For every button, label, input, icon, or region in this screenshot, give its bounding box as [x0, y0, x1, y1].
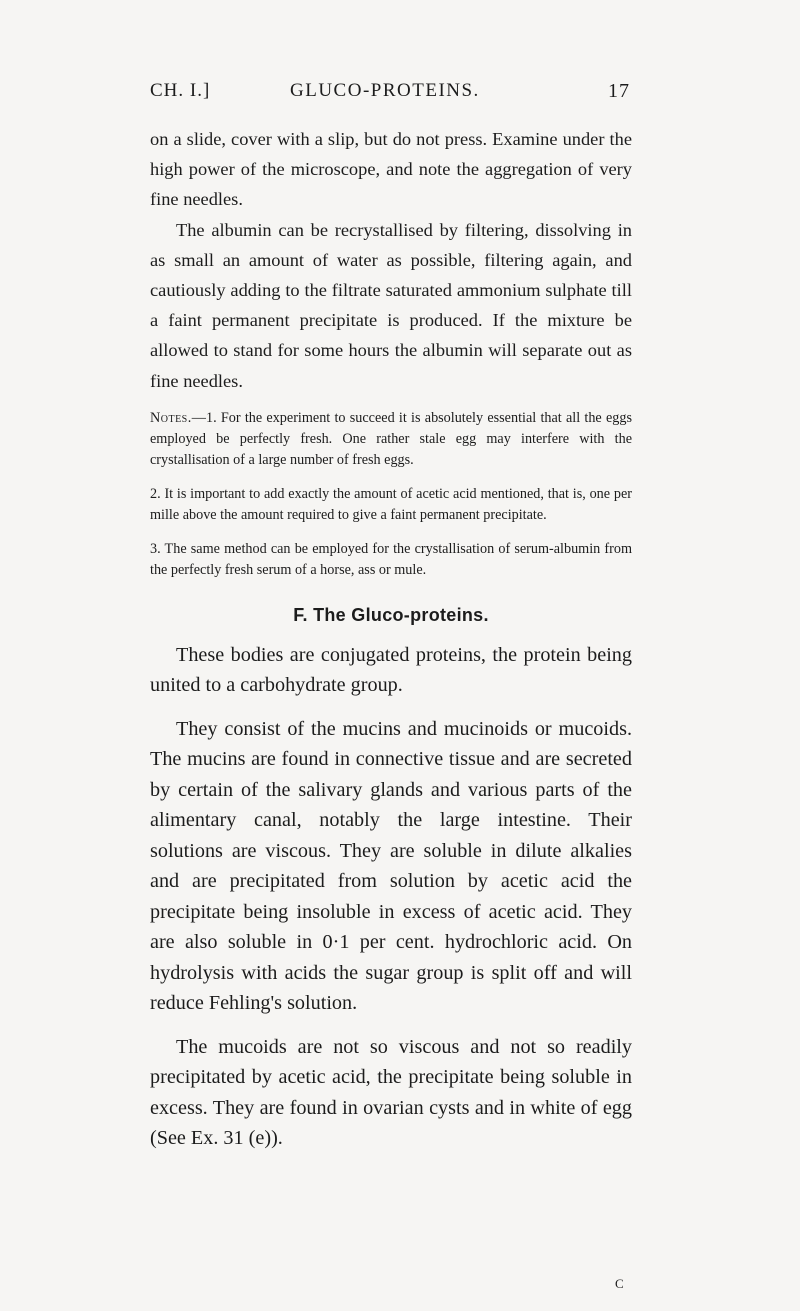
paragraph-definition: These bodies are conjugated proteins, the protein being united to a carbohydrate group. — [150, 643, 632, 697]
section-heading: F. The Gluco-proteins. — [293, 604, 489, 625]
paragraph-mucins: They consist of the mucins and mucinoids or mucoids. The mucins are found in connective tissue and are secreted by certain of the salivary glands and various parts of the alimentary canal, notably the large intestine. Their solutions are viscous. They are soluble in dilute alkalies and are precipitated from solution by acetic acid the precipitate being insoluble in excess of acetic acid. They are also soluble in 0·1 per cent. hydrochloric acid. On hydrolysis with acids the sugar group is split off and will reduce Fehling's solution. — [150, 717, 632, 1015]
paragraph-continuation: on a slide, cover with a slip, but do not press. Examine under the high power of the microscope, and note the aggregation of very fine needles. — [150, 129, 632, 210]
running-title: GLUCO-PROTEINS. — [290, 80, 480, 101]
note-1-text: —1. For the experiment to succeed it is absolutely essential that all the eggs employed be perfectly fresh. One rather stale egg may interfere with the crystallisation of a large number of fresh eggs. — [150, 409, 632, 468]
chapter-reference: CH. I.] — [150, 80, 211, 101]
notes-block — [150, 408, 632, 581]
page-number: 17 — [608, 80, 630, 102]
note-1 — [150, 408, 632, 471]
notes-label: Notes. — [150, 409, 192, 426]
paragraph-recrystallisation: The albumin can be recrystallised by filtering, dissolving in as small an amount of water as possible, filtering again, and cautiously adding to the filtrate saturated ammonium sulphate till a faint permanent precipitate is produced. If the mixture be allowed to stand for some hours the albumin will separate out as fine needles. — [150, 219, 632, 391]
note-2: 2. It is important to add exactly the amount of acetic acid mentioned, that is, one per mille above the amount required to give a faint permanent precipitate. — [150, 485, 632, 523]
paragraph-mucoids: The mucoids are not so viscous and not so readily precipitated by acetic acid, the precipitate being soluble in excess. They are found in ovarian cysts and in white of egg (See Ex. 31 (e)). — [150, 1035, 632, 1150]
signature-mark: C — [615, 1276, 624, 1291]
running-head — [150, 80, 630, 110]
page-body — [150, 124, 632, 1154]
note-3: 3. The same method can be employed for the crystallisation of serum-albumin from the perfectly fresh serum of a horse, ass or mule. — [150, 540, 632, 578]
